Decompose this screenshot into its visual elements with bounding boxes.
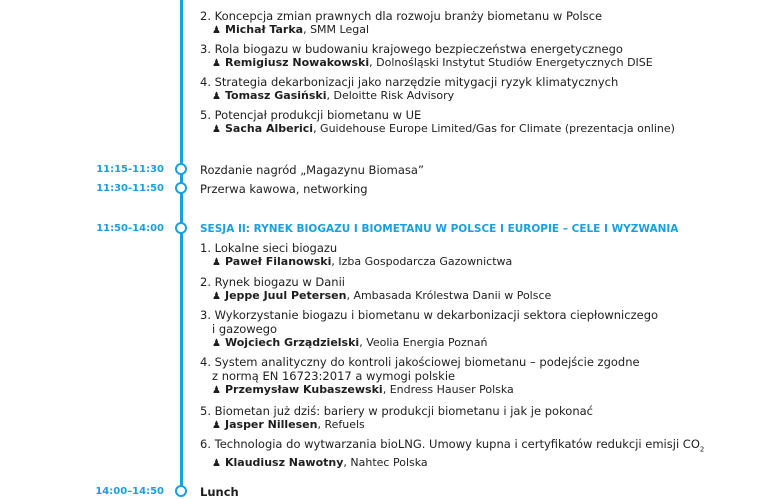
talk-speaker [212,23,602,38]
timeline-dot [175,485,187,497]
timeline-dot [175,182,187,194]
timeline-line [180,0,183,496]
talk-title: 4. System analityczny do kontroli jakościowej biometanu – podejście zgodne [200,355,640,369]
lunch-time: 14:00–14:50 [95,486,164,497]
talk-speaker [212,122,675,137]
speaker-name: Jasper Nillesen [225,418,318,431]
talk-title-text: 6. Technologia do wytwarzania bioLNG. Umowy kupna i certyfikatów redukcji emisji CO [200,437,700,451]
speaker-name: Wojciech Grządzielski [225,336,360,349]
coffee-time: 11:30-11:50 [96,183,164,194]
lunch-label: Lunch [200,485,239,499]
talk-title: 1. Lokalne sieci biogazu [200,241,338,255]
person-icon: ♟ [212,58,221,69]
speaker-org: , Deloitte Risk Advisory [326,89,455,102]
timeline-dot [175,163,187,175]
talk-item [200,275,551,304]
talk-title: 3. Rola biogazu w budowaniu krajowego bezpieczeństwa energetycznego [200,42,623,56]
talk-speaker [212,89,618,104]
coffee-label: Przerwa kawowa, networking [200,182,368,196]
speaker-name: Sacha Alberici [225,122,314,135]
talk-item [200,75,618,104]
person-icon: ♟ [212,420,221,431]
person-icon: ♟ [212,458,221,470]
talk-item [200,404,593,433]
person-icon: ♟ [212,257,221,268]
talk-title: 2. Rynek biogazu w Danii [200,275,345,289]
talk-title-cont: i gazowego [212,322,278,336]
speaker-name: Remigiusz Nowakowski [225,56,370,69]
co2-subscript: 2 [699,445,705,454]
person-icon: ♟ [212,385,221,396]
speaker-name: Klaudiusz Nawotny [225,456,344,470]
speaker-org: , Refuels [317,418,365,431]
talk-item [200,308,658,351]
speaker-name: Przemysław Kubaszewski [225,383,383,396]
talk-item [200,108,675,137]
talk-speaker [212,418,593,433]
talk-title: 5. Biometan już dziś: bariery w produkcji biometanu i jak je pokonać [200,404,593,418]
talk-speaker [212,289,551,304]
talk-speaker [212,336,658,351]
speaker-name: Paweł Filanowski [225,255,332,268]
session2-title: SESJA II: RYNEK BIOGAZU I BIOMETANU W POLSCE I EUROPIE – CELE I WYZWANIA [200,223,679,235]
speaker-org: , Nahtec Polska [343,456,428,470]
person-icon: ♟ [212,291,221,302]
speaker-org: , Endress Hauser Polska [382,383,514,396]
speaker-org: , Ambasada Królestwa Danii w Polsce [346,289,552,302]
talk-item [200,437,704,471]
person-icon: ♟ [212,25,221,36]
speaker-name: Tomasz Gasiński [225,89,327,102]
talk-title-cont: z normą EN 16723:2017 a wymogi polskie [212,369,456,383]
talk-item [200,355,640,398]
speaker-org: , Veolia Energia Poznań [359,336,488,349]
session2-time: 11:50-14:00 [96,223,164,234]
speaker-org: , Dolnośląski Instytut Studiów Energetycznych DISE [369,56,653,69]
person-icon: ♟ [212,338,221,349]
talk-item [200,42,653,71]
talk-speaker [212,456,704,471]
awards-time: 11:15-11:30 [96,164,164,175]
talk-title: 4. Strategia dekarbonizacji jako narzędzie mitygacji ryzyk klimatycznych [200,75,619,89]
speaker-org: , Guidehouse Europe Limited/Gas for Climate (prezentacja online) [313,122,675,135]
talk-title: 3. Wykorzystanie biogazu i biometanu w dekarbonizacji sektora ciepłowniczego [200,308,659,322]
timeline-dot [175,222,187,234]
talk-title: 2. Koncepcja zmian prawnych dla rozwoju branży biometanu w Polsce [200,9,603,23]
person-icon: ♟ [212,91,221,102]
speaker-org: , SMM Legal [303,23,370,36]
speaker-name: Michał Tarka [225,23,304,36]
talk-item [200,9,602,38]
talk-speaker [212,255,512,270]
speaker-name: Jeppe Juul Petersen [225,289,347,302]
person-icon: ♟ [212,124,221,135]
speaker-org: , Izba Gospodarcza Gazownictwa [331,255,513,268]
talk-title [200,437,704,456]
talk-speaker [212,383,640,398]
awards-label: Rozdanie nagród „Magazynu Biomasa” [200,163,424,177]
talk-speaker [212,56,653,71]
talk-item [200,241,512,270]
talk-title: 5. Potencjał produkcji biometanu w UE [200,108,422,122]
